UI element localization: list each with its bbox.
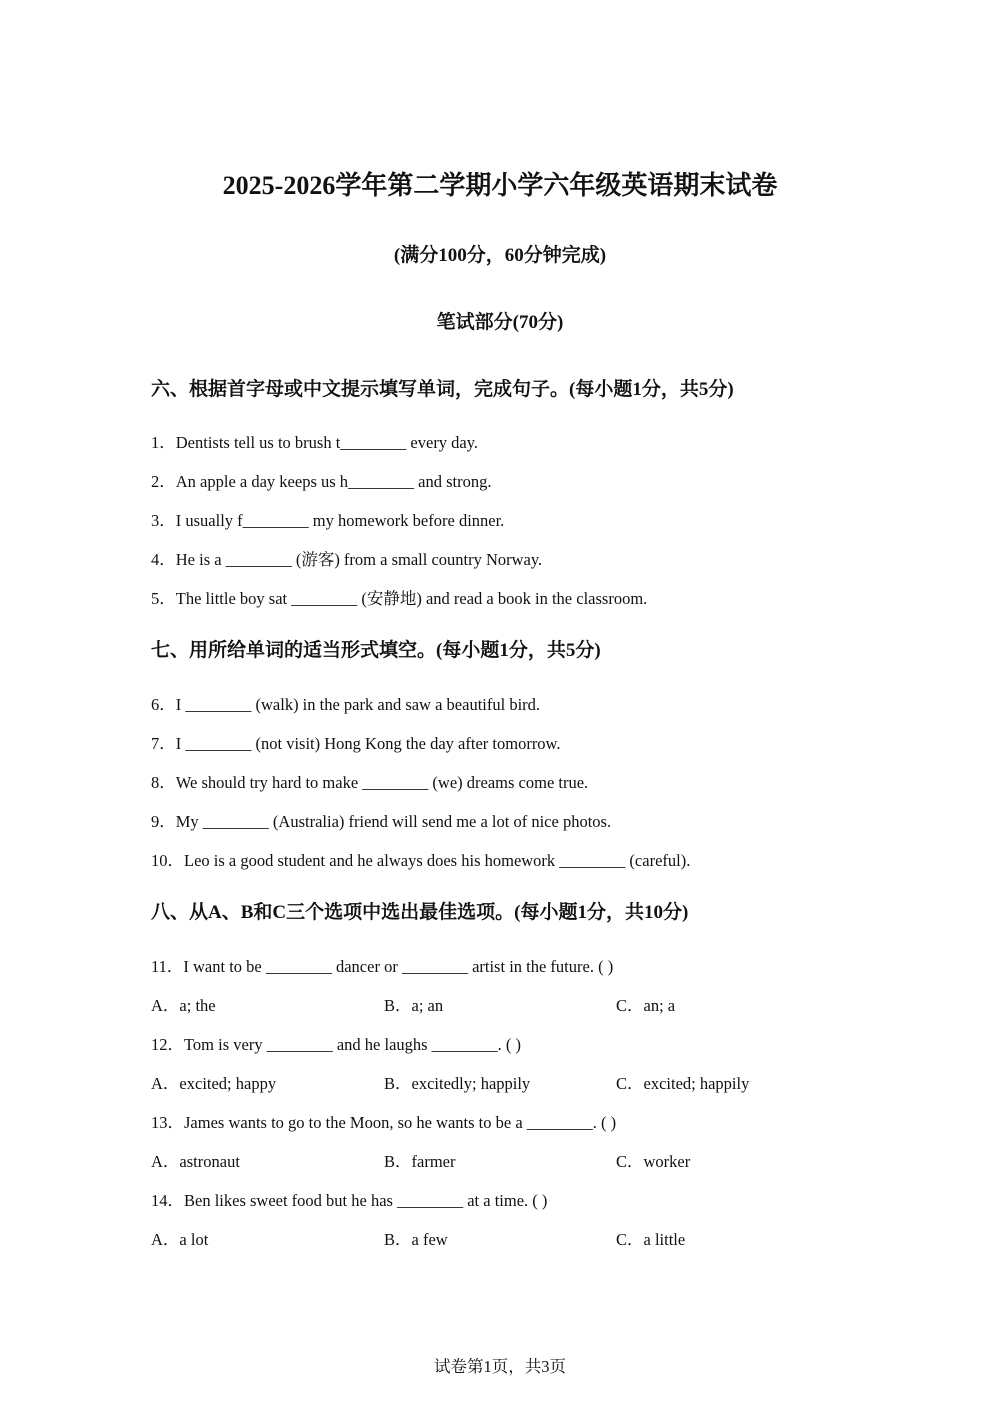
option-11-b: B．a; an xyxy=(384,996,444,1015)
option-11-c: C．an; a xyxy=(616,996,676,1015)
option-12-b: B．excitedly; happily xyxy=(384,1074,531,1093)
score-note: (满分100分，60分钟完成) xyxy=(393,245,607,266)
part-title: 笔试部分(70分) xyxy=(436,312,564,333)
option-14-b: B．a few xyxy=(384,1230,448,1249)
question-6: 6．I ________ (walk) in the park and saw a beautiful bird. xyxy=(151,695,541,714)
question-10: 10．Leo is a good student and he always does his homework ________ (careful). xyxy=(151,851,691,870)
question-11: 11．I want to be ________ dancer or ________ artist in the future. ( ) xyxy=(151,957,614,976)
question-7: 7．I ________ (not visit) Hong Kong the day after tomorrow. xyxy=(151,734,561,753)
option-12-a: A．excited; happy xyxy=(151,1074,277,1093)
section-heading-7: 七、用所给单词的适当形式填空。(每小题1分，共5分) xyxy=(151,640,601,661)
question-13: 13．James wants to go to the Moon, so he wants to be a ________. ( ) xyxy=(151,1113,617,1132)
question-8: 8．We should try hard to make ________ (we) dreams come true. xyxy=(151,773,589,792)
option-11-a: A．a; the xyxy=(151,996,216,1015)
exam-title: 2025-2026学年第二学期小学六年级英语期末试卷 xyxy=(222,171,778,200)
question-12: 12．Tom is very ________ and he laughs ________. ( ) xyxy=(151,1035,522,1054)
section-heading-6: 六、根据首字母或中文提示填写单词，完成句子。(每小题1分，共5分) xyxy=(151,379,734,400)
question-3: 3．I usually f________ my homework before dinner. xyxy=(151,511,505,530)
question-1: 1．Dentists tell us to brush t________ every day. xyxy=(151,433,479,452)
question-2: 2．An apple a day keeps us h________ and strong. xyxy=(151,472,492,491)
section-heading-8: 八、从A、B和C三个选项中选出最佳选项。(每小题1分，共10分) xyxy=(151,902,689,923)
option-13-b: B．farmer xyxy=(384,1152,456,1171)
question-5: 5．The little boy sat ________ (安静地) and read a book in the classroom. xyxy=(151,589,648,608)
option-13-c: C．worker xyxy=(616,1152,691,1171)
option-14-a: A．a lot xyxy=(151,1230,209,1249)
option-14-c: C．a little xyxy=(616,1230,686,1249)
question-4: 4．He is a ________ (游客) from a small country Norway. xyxy=(151,550,543,569)
question-9: 9．My ________ (Australia) friend will send me a lot of nice photos. xyxy=(151,812,612,831)
question-14: 14．Ben likes sweet food but he has ________ at a time. ( ) xyxy=(151,1191,548,1210)
option-13-a: A．astronaut xyxy=(151,1152,240,1171)
option-12-c: C．excited; happily xyxy=(616,1074,750,1093)
page-footer: 试卷第1页，共3页 xyxy=(434,1357,566,1376)
